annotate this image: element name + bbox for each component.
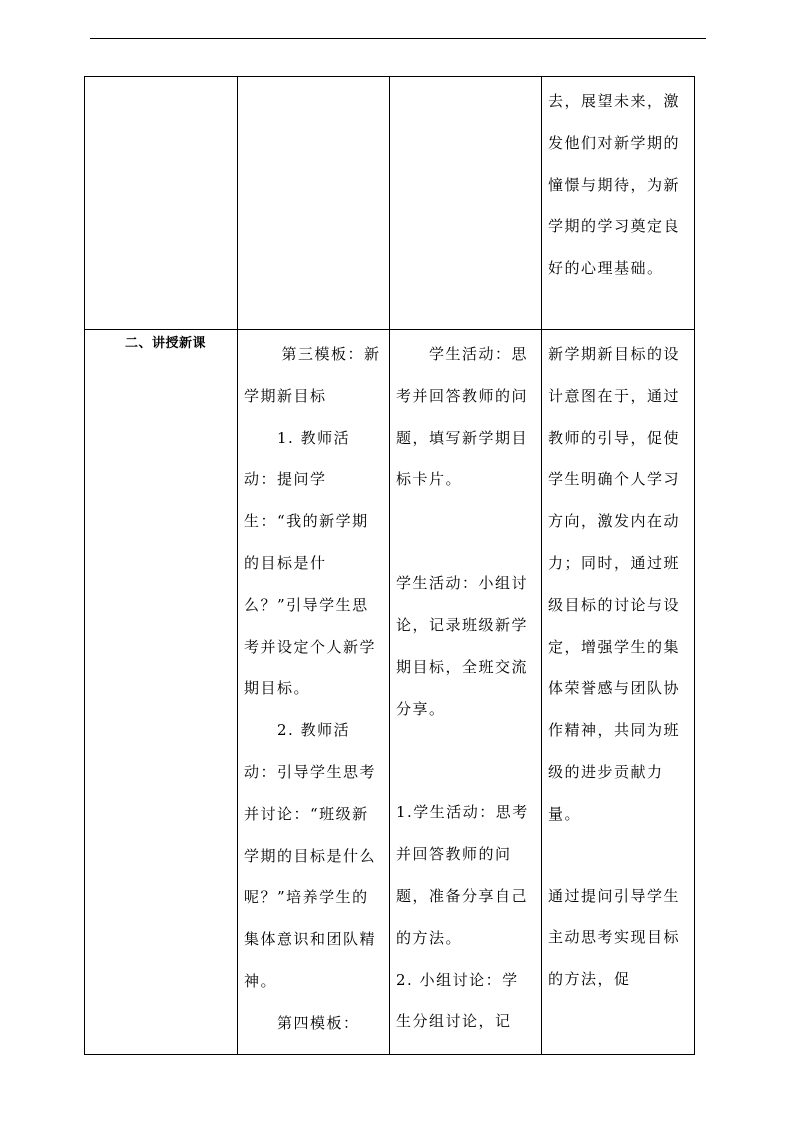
stage-cell [85, 77, 238, 330]
lesson-plan-table [84, 76, 695, 1055]
teacher-template-heading-2: 第四模板： [277, 1013, 360, 1032]
table-row [85, 330, 695, 1055]
spacer [396, 730, 535, 792]
student-activity-1: 学生活动：思考并回答教师的问题，填写新学期目标卡片。 [396, 345, 529, 489]
teacher-template-heading: 第三模板：新学期新目标 [244, 345, 381, 405]
student-activity-cell [390, 77, 542, 330]
student-activity-cell [390, 330, 542, 1055]
table-row [85, 77, 695, 330]
teacher-activity-cell [238, 77, 390, 330]
student-activity-2: 学生活动：小组讨论，记录班级新学期目标，全班交流分享。 [396, 574, 529, 718]
spacer [396, 501, 535, 563]
teacher-activity-2: 2. 教师活动：引导学生思考并讨论：“班级新学期的目标是什么呢？”培养学生的集体意识和团队精神。 [244, 721, 377, 990]
design-intent-cell [542, 330, 695, 1055]
spacer [548, 836, 688, 876]
teacher-activity-cell [238, 330, 390, 1055]
stage-cell [85, 330, 238, 1055]
stage-label: 二、讲授新课 [125, 336, 207, 351]
header-rule [90, 38, 706, 39]
design-intent-text: 去，展望未来，激发他们对新学期的憧憬与期待，为新学期的学习奠定良好的心理基础。 [548, 92, 681, 278]
student-activity-3: 1.学生活动：思考并回答教师的问题，准备分享自己的方法。 [396, 803, 529, 947]
design-intent-1: 新学期新目标的设计意图在于，通过教师的引导，促使学生明确个人学习方向，激发内在动力；同时，通过班级目标的讨论与设定，增强学生的集体荣誉感与团队协作精神，共同为班级的进步贡献力量。 [548, 345, 681, 823]
design-intent-cell [542, 77, 695, 330]
student-activity-4: 2. 小组讨论：学生分组讨论，记 [396, 970, 519, 1031]
teacher-activity-1: 1. 教师活动：提问学生：“我的新学期的目标是什么？”引导学生思考并设定个人新学期目标。 [244, 428, 377, 698]
design-intent-2: 通过提问引导学生主动思考实现目标的方法，促 [548, 886, 681, 989]
